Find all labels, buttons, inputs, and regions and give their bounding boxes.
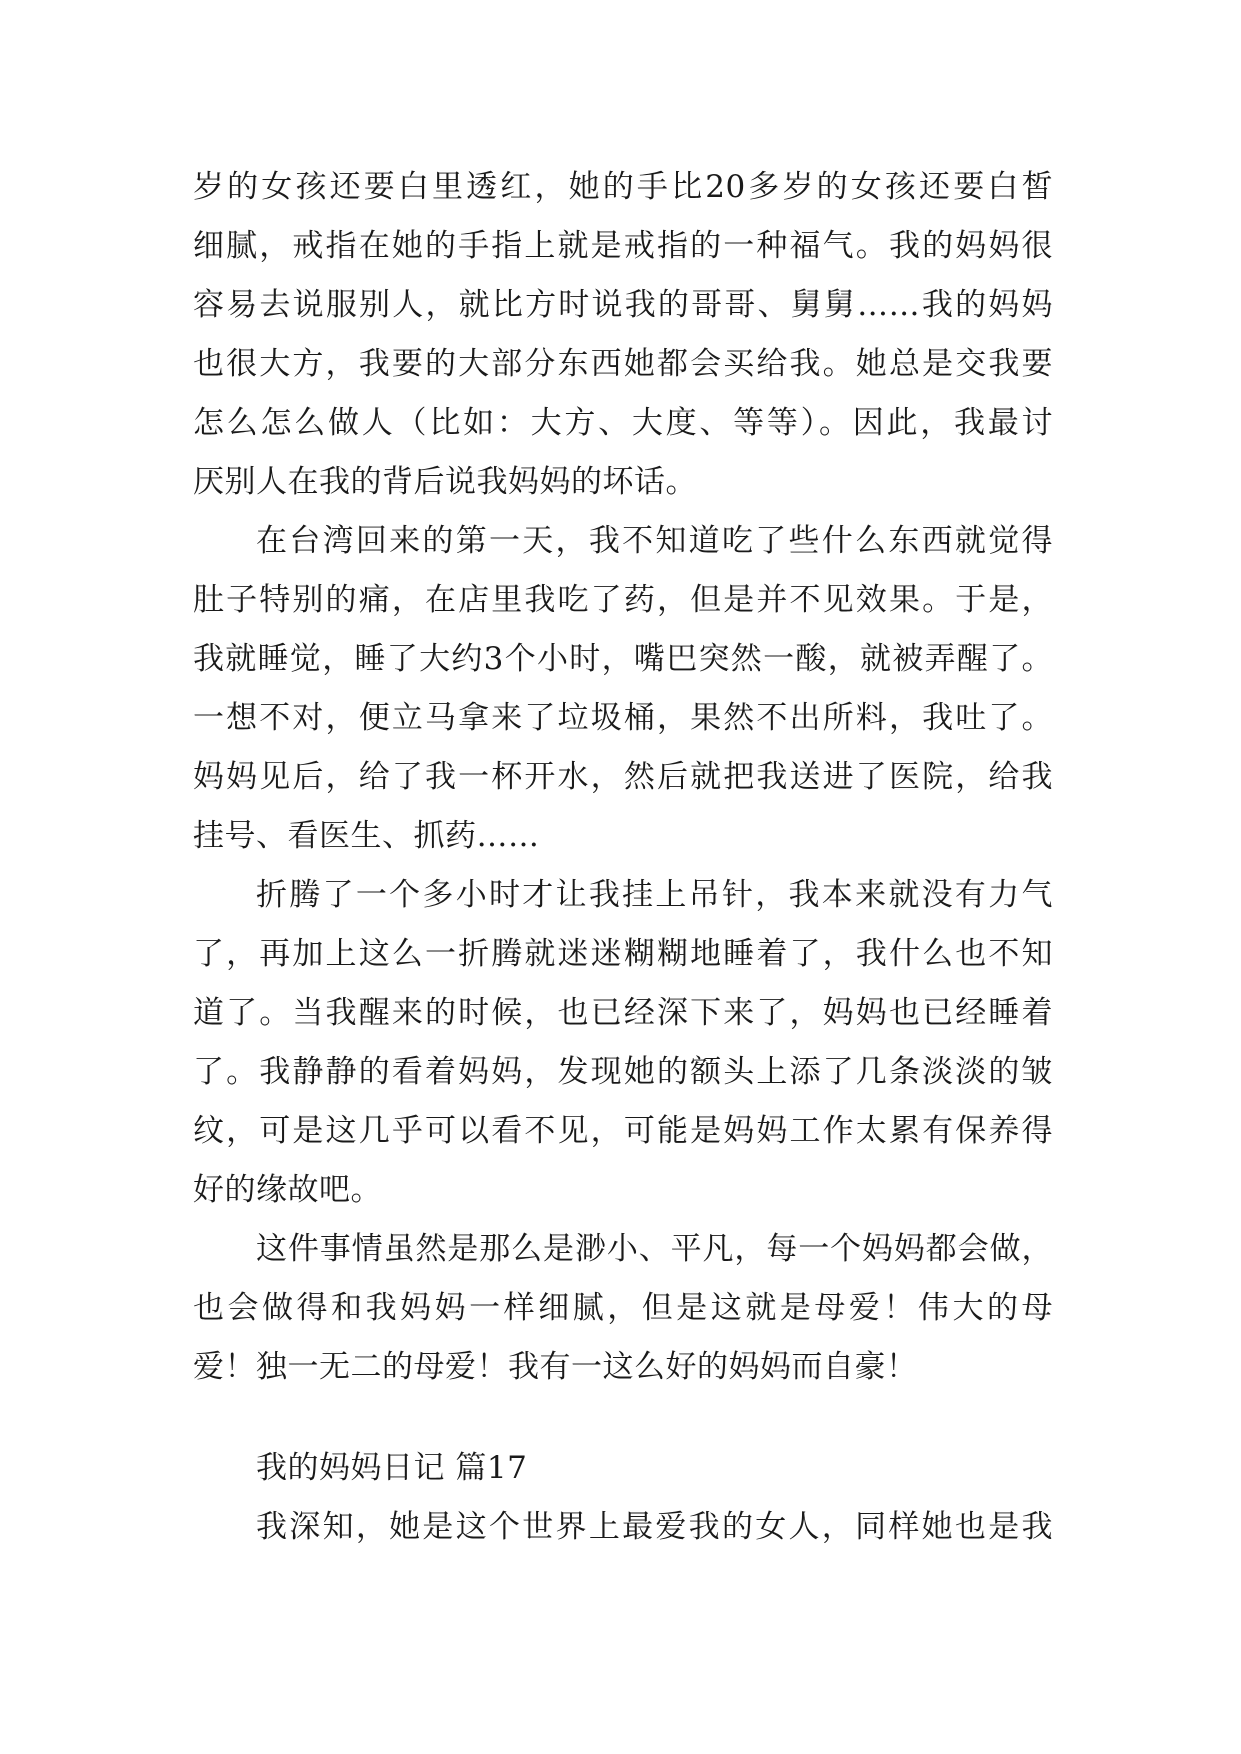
paragraph-3-line-2: 了，再加上这么一折腾就迷迷糊糊地睡着了，我什么也不知 [193,936,1053,972]
paragraph-3-line-4: 了。我静静的看着妈妈，发现她的额头上添了几条淡淡的皱 [193,1054,1053,1090]
paragraph-1-line-2: 细腻，戒指在她的手指上就是戒指的一种福气。我的妈妈很 [193,228,1053,264]
paragraph-3-line-6: 好的缘故吧。 [193,1172,382,1208]
paragraph-2-line-5: 妈妈见后，给了我一杯开水，然后就把我送进了医院，给我 [193,759,1053,795]
paragraph-4-line-3: 爱！独一无二的母爱！我有一这么好的妈妈而自豪！ [193,1349,918,1385]
paragraph-4-line-2: 也会做得和我妈妈一样细腻，但是这就是母爱！伟大的母 [193,1290,1053,1326]
section-first-line: 我深知，她是这个世界上最爱我的女人，同样她也是我 [256,1509,1053,1545]
paragraph-3-line-3: 道了。当我醒来的时候，也已经深下来了，妈妈也已经睡着 [193,995,1053,1031]
paragraph-2-line-4: 一想不对，便立马拿来了垃圾桶，果然不出所料，我吐了。 [193,700,1053,736]
paragraph-2-line-6: 挂号、看医生、抓药…… [193,818,540,854]
paragraph-1-line-1: 岁的女孩还要白里透红，她的手比20多岁的女孩还要白皙 [193,169,1053,205]
paragraph-2-line-3: 我就睡觉，睡了大约3个小时，嘴巴突然一酸，就被弄醒了。 [193,641,1053,677]
section-heading: 我的妈妈日记 篇17 [256,1450,528,1486]
paragraph-1-line-4: 也很大方，我要的大部分东西她都会买给我。她总是交我要 [193,346,1053,382]
paragraph-3-line-1: 折腾了一个多小时才让我挂上吊针，我本来就没有力气 [256,877,1053,913]
paragraph-3-line-5: 纹，可是这几乎可以看不见，可能是妈妈工作太累有保养得 [193,1113,1053,1149]
paragraph-2-line-1: 在台湾回来的第一天，我不知道吃了些什么东西就觉得 [256,523,1053,559]
paragraph-1-line-5: 怎么怎么做人（比如：大方、大度、等等）。因此，我最讨 [193,405,1053,441]
paragraph-4-line-1: 这件事情虽然是那么是渺小、平凡，每一个妈妈都会做， [256,1231,1053,1267]
paragraph-2-line-2: 肚子特别的痛，在店里我吃了药，但是并不见效果。于是， [193,582,1053,618]
paragraph-1-line-3: 容易去说服别人，就比方时说我的哥哥、舅舅……我的妈妈 [193,287,1053,323]
paragraph-1-line-6: 厌别人在我的背后说我妈妈的坏话。 [193,464,697,500]
